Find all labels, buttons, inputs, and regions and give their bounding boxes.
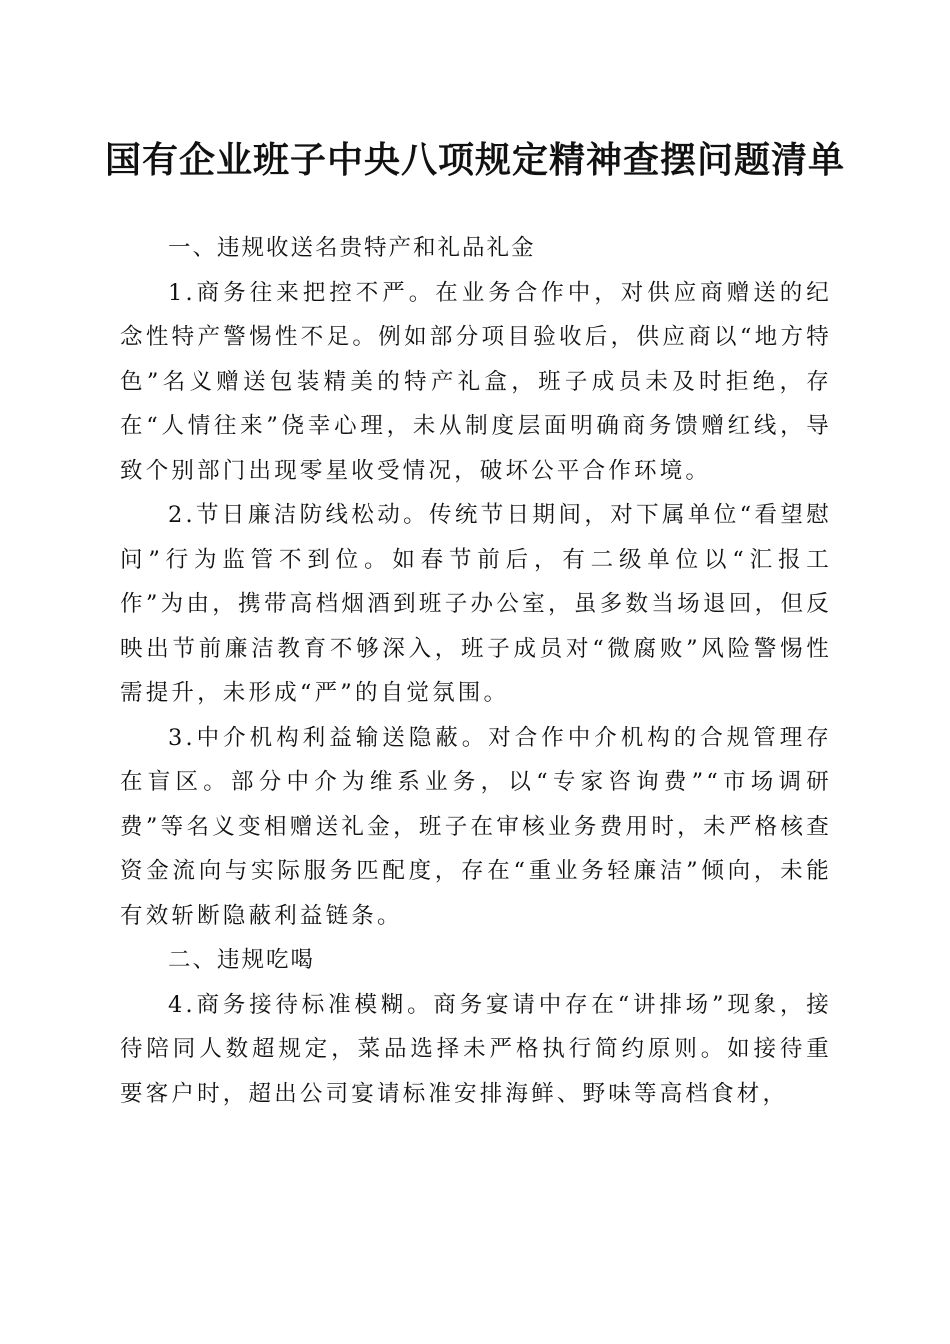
document-body	[120, 226, 832, 1116]
section-heading: 一、违规收送名贵特产和礼品礼金	[168, 235, 536, 261]
document-title: 国有企业班子中央八项规定精神查摆问题清单	[104, 139, 845, 181]
section-heading: 二、违规吃喝	[168, 947, 316, 973]
list-item: 2.节日廉洁防线松动。传统节日期间，对下属单位“看望慰问”行为监管不到位。如春节前后，有二级单位以“汇报工作”为由，携带高档烟酒到班子办公室，虽多数当场退回，但反映出节前廉洁教育不够深入，班子成员对“微腐败”风险警惕性需提升，未形成“严”的自觉氛围。	[120, 502, 832, 706]
list-item: 1.商务往来把控不严。在业务合作中，对供应商赠送的纪念性特产警惕性不足。例如部分项目验收后，供应商以“地方特色”名义赠送包装精美的特产礼盒，班子成员未及时拒绝，存在“人情往来”侥幸心理，未从制度层面明确商务馈赠红线，导致个别部门出现零星收受情况，破坏公平合作环境。	[120, 279, 832, 484]
list-item: 4.商务接待标准模糊。商务宴请中存在“讲排场”现象，接待陪同人数超规定，菜品选择未严格执行简约原则。如接待重要客户时，超出公司宴请标准安排海鲜、野味等高档食材，	[120, 991, 832, 1107]
list-item: 3.中介机构利益输送隐蔽。对合作中介机构的合规管理存在盲区。部分中介为维系业务，以“专家咨询费”“市场调研费”等名义变相赠送礼金，班子在审核业务费用时，未严格核查资金流向与实际服务匹配度，存在“重业务轻廉洁”倾向，未能有效斩断隐蔽利益链条。	[120, 724, 832, 929]
